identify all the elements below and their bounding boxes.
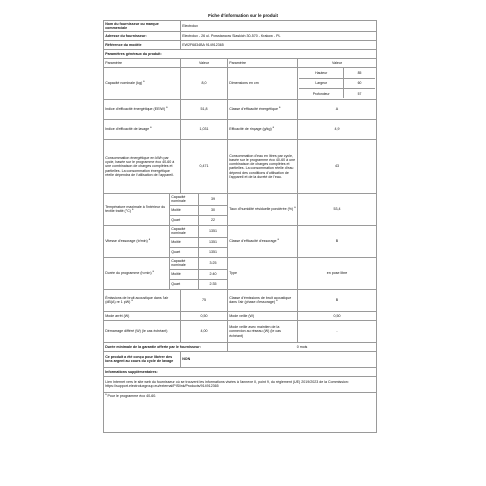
temp-rated-value: 39 [199, 193, 228, 205]
footnote: $^a$ Pour le programme éco 40-60. [104, 392, 377, 432]
rinsing-value: 4,9 [298, 119, 377, 139]
address-row [104, 31, 377, 40]
noise-value: 75 [181, 289, 228, 311]
silver-ions-value: NON [181, 351, 377, 367]
spin-row-1 [104, 225, 377, 237]
delay-value: 4,00 [181, 320, 228, 342]
rinsing-label: Efficacité de rinçage (g/kg) $^a$ [228, 119, 298, 139]
param-header-right: Paramètre [228, 58, 298, 67]
moisture-label: Taux d'humidité résiduelle pondérée (%) $^a$ [228, 193, 298, 225]
duration-rated-label: Capacité nominale [170, 257, 199, 269]
temp-quarter-label: Quart [170, 215, 199, 225]
standby-value: 0,50 [298, 311, 377, 320]
supplier-website-link[interactable]: Lien Internet vers le site web du fournisseur où se trouvent les informations visées à l'annexe II, point 9, du règlement (UE) 2019/2023 de la Commission: https://support.electroluxgroup.eu/external/PISlink/Products/914912365 [104, 376, 377, 392]
dimensions-subtable [299, 68, 375, 98]
spin-label: Vitesse d'essorage (tr/min) $^a$ [104, 225, 170, 257]
dim-height-value: 85 [344, 68, 375, 78]
water-value: 43 [298, 139, 377, 193]
duration-half-label: Moitié [170, 269, 199, 279]
washing-row [104, 119, 377, 139]
duration-label: Durée du programme (h:min) $^a$ [104, 257, 170, 289]
temperature-row-1 [104, 193, 377, 205]
link-row [104, 376, 377, 392]
spin-rated-label: Capacité nominale [170, 225, 199, 237]
power-row [104, 311, 377, 320]
standby-label: Mode veille (W) [228, 311, 298, 320]
delay-row [104, 320, 377, 342]
product-info-table [103, 20, 377, 433]
spin-quarter-label: Quart [170, 247, 199, 257]
washing-value: 1,031 [181, 119, 228, 139]
washing-label: Indice d'efficacité de lavage $^a$ [104, 119, 181, 139]
network-label: Mode veille avec maintien de la connexion au réseau (W) (le cas échéant) [228, 320, 298, 342]
network-value: - [298, 320, 377, 342]
eei-class-label: Classe d'efficacité énergétique $^a$ [228, 99, 298, 119]
spin-class-label: Classe d'efficacité d'essorage $^a$ [228, 225, 298, 257]
noise-class-value: B [298, 289, 377, 311]
spin-rated-value: 1351 [199, 225, 228, 237]
type-value: en pose libre [298, 257, 377, 289]
value-header-left: Valeur [181, 58, 228, 67]
off-mode-label: Mode arrêt (W) [104, 311, 181, 320]
silver-ions-row [104, 351, 377, 367]
energy-row [104, 139, 377, 193]
spin-half-label: Moitié [170, 237, 199, 247]
supplier-row [104, 21, 377, 32]
moisture-value: 53,4 [298, 193, 377, 225]
warranty-row [104, 342, 377, 351]
temp-half-value: 30 [199, 205, 228, 215]
noise-row [104, 289, 377, 311]
dimensions-label: Dimensions en cm [228, 67, 298, 99]
general-header-row [104, 49, 377, 58]
duration-rated-value: 3:25 [199, 257, 228, 269]
supplier-label: Nom du fournisseur ou marque commerciale [104, 21, 181, 32]
dim-depth-label: Profondeur [299, 88, 344, 98]
warranty-value: 0 mois [228, 342, 377, 351]
capacity-value: 8,0 [181, 67, 228, 99]
value-header-right: Valeur [298, 58, 377, 67]
duration-half-value: 2:40 [199, 269, 228, 279]
temperature-label: Température maximale à l'intérieur du textile traité (°C) $^a$ [104, 193, 170, 225]
param-header-left: Paramètre [104, 58, 181, 67]
off-mode-value: 0,50 [181, 311, 228, 320]
temp-rated-label: Capacité nominale [170, 193, 199, 205]
general-header: Paramètres généraux du produit: [104, 49, 377, 58]
silver-ions-label: Ce produit a été conçu pour libérer des ions argent au cours du cycle de lavage [104, 351, 181, 367]
model-label: Référence du modèle [104, 40, 181, 49]
noise-label: Émissions de bruit acoustique dans l'air (dB(A) re 1 pW) $^a$ [104, 289, 181, 311]
eei-class-value: A [298, 99, 377, 119]
spin-quarter-value: 1351 [199, 247, 228, 257]
duration-row-1 [104, 257, 377, 269]
model-value: EW2F6834BA 914912365 [181, 40, 377, 49]
temp-quarter-value: 22 [199, 215, 228, 225]
sheet-title: Fiche d'information sur le produit [208, 13, 278, 18]
footnote-row [104, 392, 377, 432]
dim-depth-value: 57 [344, 88, 375, 98]
capacity-label: Capacité nominale (kg) $^a$ [104, 67, 181, 99]
eei-label: Indice d'efficacité énergétique (EEIW) $^a$ [104, 99, 181, 119]
energy-value: 0,471 [181, 139, 228, 193]
type-label: Type [228, 257, 298, 289]
model-row [104, 40, 377, 49]
warranty-label: Durée minimale de la garantie offerte par le fournisseur: [104, 342, 228, 351]
address-value: Electrolux - 26 ul. Powstancow Slaskich 30-570 - Krakow - PL [181, 31, 377, 40]
dim-height-label: Hauteur [299, 68, 344, 78]
address-label: Adresse du fournisseur: [104, 31, 181, 40]
noise-class-label: Classe d'émissions de bruit acoustique dans l'air (phase d'essorage) $^a$ [228, 289, 298, 311]
water-label: Consommation d'eau en litres par cycle, basée sur le programme éco 40-60 à une combinaison de charges complètes et partielles. La consommation réelle d'eau dépend des conditions d'utilisation de l'appareil et de la dureté de l'eau. [228, 139, 298, 193]
delay-label: Démarrage différé (W) (le cas échéant) [104, 320, 181, 342]
spin-class-value: B [298, 225, 377, 257]
eei-value: 51,8 [181, 99, 228, 119]
column-header-row [104, 58, 377, 67]
spin-half-value: 1351 [199, 237, 228, 247]
energy-label: Consommation énergétique en kWh par cycle, basée sur le programme éco 40-60 à une combinaison de charges complètes et partielles. La consommation énergétique réelle dépendra de l'utilisation de l'appareil. [104, 139, 181, 193]
dim-width-label: Largeur [299, 78, 344, 88]
supplier-value: Electrolux [181, 21, 377, 32]
duration-quarter-value: 2:35 [199, 279, 228, 289]
temp-half-label: Moitié [170, 205, 199, 215]
additional-info-header: Informations supplémentaires: [104, 367, 377, 376]
duration-quarter-label: Quart [170, 279, 199, 289]
dim-width-value: 60 [344, 78, 375, 88]
additional-row [104, 367, 377, 376]
eei-row [104, 99, 377, 119]
capacity-row [104, 67, 377, 99]
